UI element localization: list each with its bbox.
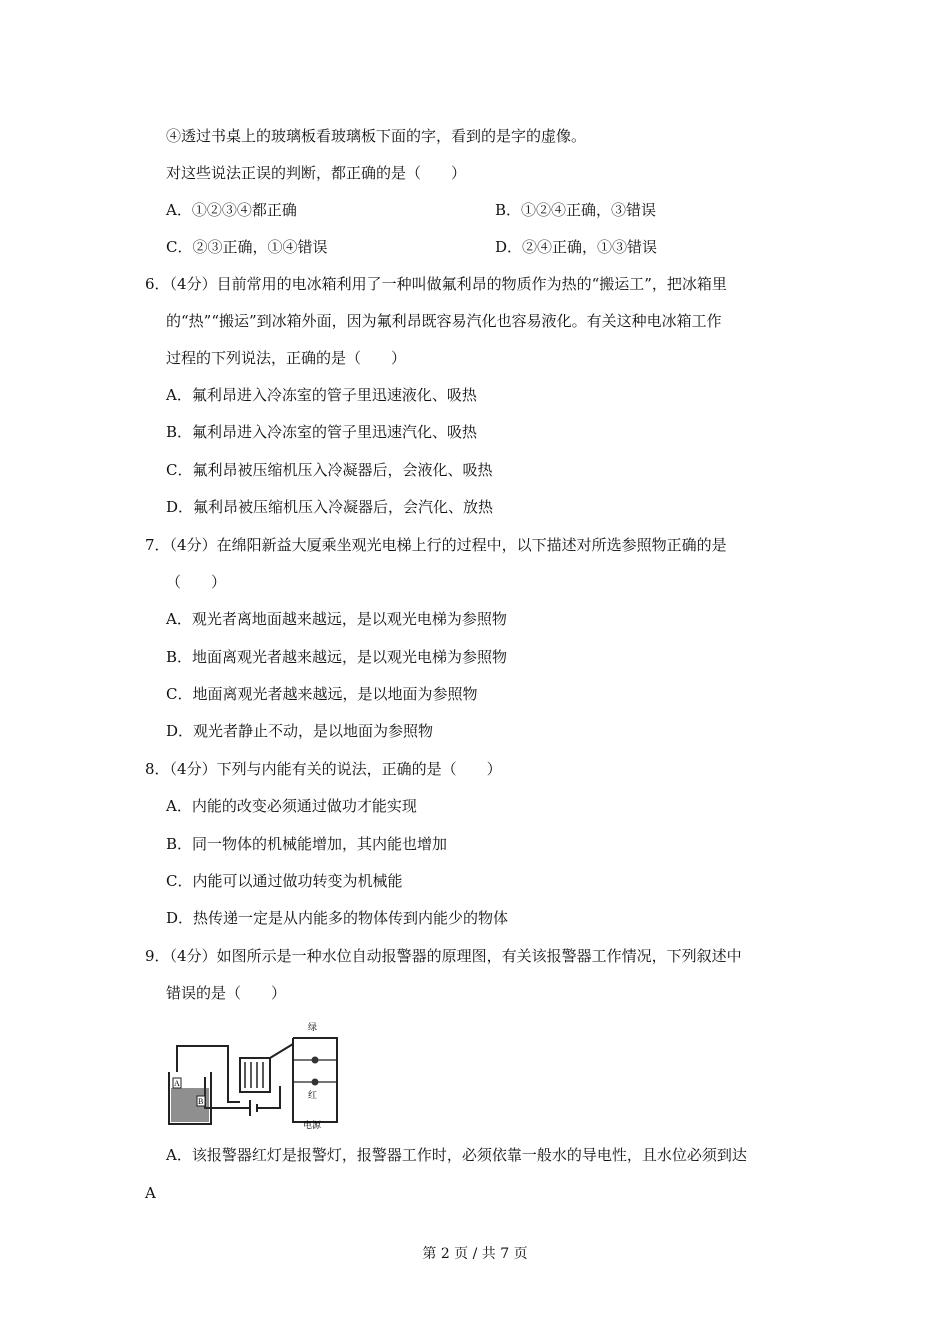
q6-option-a: A．氟利昂进入冷冻室的管子里迅速液化、吸热 — [166, 386, 477, 404]
label-green: 绿 — [308, 1023, 318, 1033]
q9-stem-line2: 错误的是（ ） — [166, 984, 287, 1002]
q6-stem-line1: 6．（4分）目前常用的电冰箱利用了一种叫做氟利昂的物质作为热的“搬运工”，把冰箱里 — [145, 275, 727, 293]
q5-option-a: A．①②③④都正确 — [166, 201, 297, 219]
electromagnet-coil — [245, 1062, 263, 1088]
q5-stem: 对这些说法正误的判断，都正确的是（ ） — [166, 164, 467, 182]
q5-option-d: D．②④正确，①③错误 — [495, 238, 658, 256]
q5-option-c: C．②③正确，①④错误 — [166, 238, 328, 256]
page-footer: 第 2 页 / 共 7 页 — [422, 1246, 528, 1262]
green-lamp-icon — [312, 1057, 319, 1064]
water-level-alarm-diagram — [165, 1022, 355, 1130]
q9-stem-line1: 9．（4分）如图所示是一种水位自动报警器的原理图，有关该报警器工作情况，下列叙述中 — [145, 947, 742, 965]
q7-option-c: C．地面离观光者越来越远，是以地面为参照物 — [166, 685, 478, 703]
q6-option-b: B．氟利昂进入冷冻室的管子里迅速汽化、吸热 — [166, 423, 478, 441]
q7-option-a: A．观光者离地面越来越远，是以观光电梯为参照物 — [166, 610, 507, 628]
label-b: B — [198, 1097, 204, 1106]
label-a: A — [174, 1079, 180, 1088]
q8-option-c: C．内能可以通过做功转变为机械能 — [166, 872, 403, 890]
label-power: 电源 — [303, 1121, 322, 1130]
q8-option-b: B．同一物体的机械能增加，其内能也增加 — [166, 835, 448, 853]
q6-option-d: D．氟利昂被压缩机压入冷凝器后，会汽化、放热 — [166, 498, 494, 516]
q6-stem-line2: 的“热”“搬运”到冰箱外面，因为氟利昂既容易汽化也容易液化。有关这种电冰箱工作 — [166, 312, 722, 330]
q8-option-d: D．热传递一定是从内能多的物体传到内能少的物体 — [166, 909, 509, 927]
q7-option-d: D．观光者静止不动，是以地面为参照物 — [166, 722, 434, 740]
q9-option-a-line2: A — [145, 1184, 156, 1202]
label-red: 红 — [308, 1091, 318, 1101]
q8-stem: 8．（4分）下列与内能有关的说法，正确的是（ ） — [145, 760, 502, 778]
q7-option-b: B．地面离观光者越来越远，是以观光电梯为参照物 — [166, 648, 508, 666]
q5-option-b: B．①②④正确，③错误 — [495, 201, 657, 219]
q5-item-4: ④透过书桌上的玻璃板看玻璃板下面的字，看到的是字的虚像。 — [166, 127, 587, 145]
q7-stem-line1: 7．（4分）在绵阳新益大厦乘坐观光电梯上行的过程中，以下描述对所选参照物正确的是 — [145, 536, 727, 554]
armature — [270, 1044, 293, 1058]
q6-option-c: C．氟利昂被压缩机压入冷凝器后，会液化、吸热 — [166, 461, 493, 479]
q8-option-a: A．内能的改变必须通过做功才能实现 — [166, 797, 417, 815]
q6-stem-line3: 过程的下列说法，正确的是（ ） — [166, 349, 407, 367]
battery-symbol — [250, 1100, 257, 1116]
q9-option-a-line1: A．该报警器红灯是报警灯，报警器工作时，必须依靠一般水的导电性，且水位必须到达 — [166, 1146, 747, 1164]
red-lamp-icon — [312, 1079, 319, 1086]
q7-stem-line2: （ ） — [166, 573, 227, 591]
circuit-wire-coil — [257, 1086, 280, 1108]
